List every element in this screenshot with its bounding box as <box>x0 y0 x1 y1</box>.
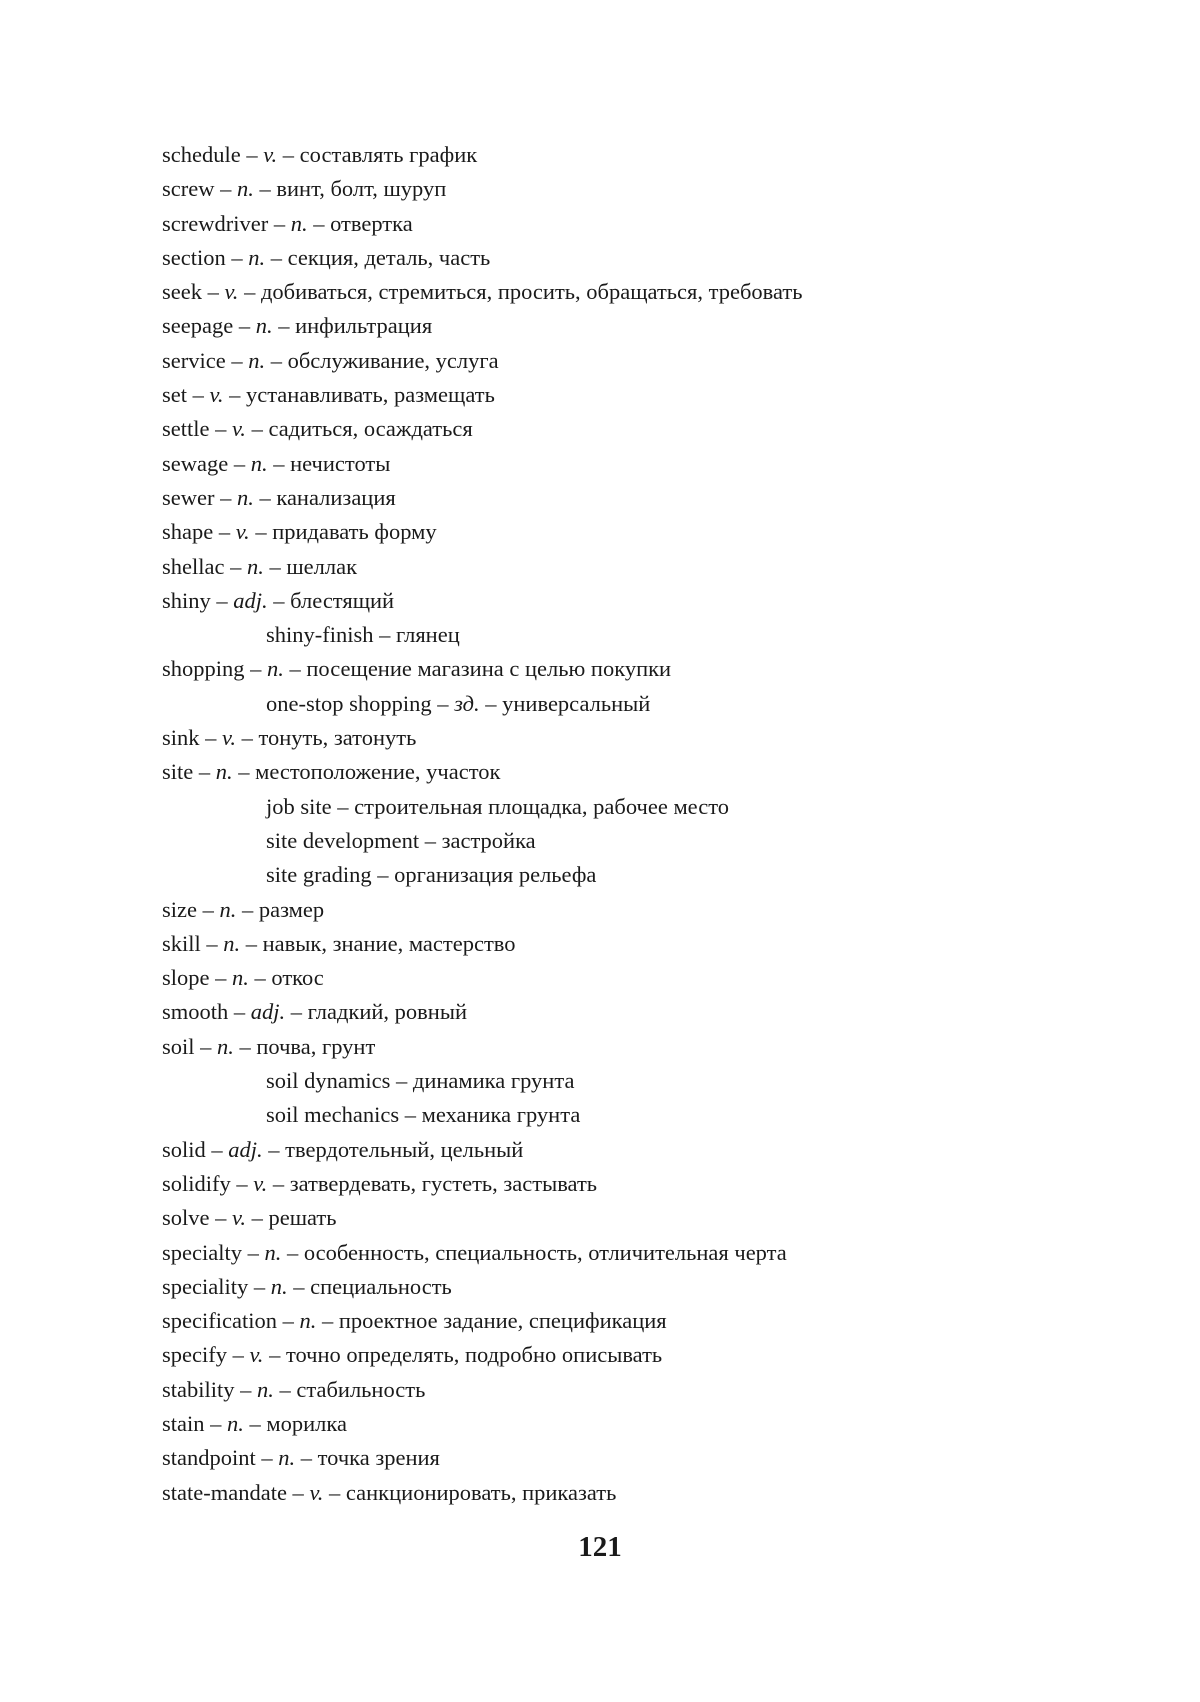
entry-translation: – тонуть, затонуть <box>235 725 417 751</box>
entry-term: schedule – <box>162 142 264 167</box>
entry-term: shiny-finish – глянец <box>266 622 460 648</box>
entry-term: settle – <box>162 416 232 442</box>
entry-term: specification – <box>162 1308 300 1334</box>
part-of-speech: n. <box>257 1376 274 1402</box>
entry-term: speciality – <box>162 1273 271 1299</box>
part-of-speech: n. <box>215 759 233 785</box>
entry-translation: – отвертка <box>307 210 413 236</box>
entry-term: solidify – <box>162 1170 254 1196</box>
glossary-entry <box>162 1270 1122 1304</box>
entry-term: section – <box>162 244 249 270</box>
entry-term: soil dynamics – динамика грунта <box>266 1068 575 1094</box>
entry-term: smooth – <box>162 999 251 1025</box>
entry-term: one-stop shopping – <box>266 690 455 716</box>
part-of-speech: v. <box>222 725 236 751</box>
entry-translation: – местоположение, участок <box>232 759 501 785</box>
glossary-entry <box>162 584 1122 618</box>
glossary-entry <box>162 207 1122 241</box>
entry-translation: – шеллак <box>263 553 358 579</box>
glossary-entry <box>162 1236 1122 1270</box>
entry-term: stain – <box>162 1410 227 1436</box>
entry-translation: – санкционировать, приказать <box>323 1479 617 1505</box>
part-of-speech: n. <box>267 656 284 682</box>
glossary-entry <box>162 412 1122 446</box>
entry-translation: – точно определять, подробно описывать <box>263 1342 663 1368</box>
entry-translation: – решать <box>245 1205 337 1231</box>
part-of-speech: adj. <box>250 999 286 1025</box>
glossary-subentry <box>162 618 1122 652</box>
glossary-entry-list <box>162 138 1122 1510</box>
glossary-subentry <box>162 858 1122 892</box>
glossary-entry <box>162 652 1122 686</box>
part-of-speech: v. <box>231 416 246 442</box>
entry-translation: – стабильность <box>273 1376 426 1402</box>
part-of-speech: n. <box>278 1445 296 1471</box>
entry-translation: – откос <box>248 965 324 991</box>
part-of-speech: n. <box>227 1410 244 1436</box>
entry-term: size – <box>162 896 220 922</box>
entry-translation: – обслуживание, услуга <box>265 347 499 373</box>
glossary-subentry <box>162 687 1122 721</box>
part-of-speech: n. <box>246 553 264 579</box>
page-number: 121 <box>578 1531 622 1563</box>
glossary-entry <box>162 309 1122 343</box>
glossary-entry <box>162 447 1122 481</box>
entry-translation: – специальность <box>287 1273 452 1299</box>
part-of-speech: v. <box>249 1342 264 1368</box>
entry-translation: – универсальный <box>479 690 651 716</box>
glossary-entry <box>162 481 1122 515</box>
entry-translation: – секция, деталь, часть <box>265 244 491 270</box>
part-of-speech: v. <box>309 1479 324 1505</box>
entry-translation: – точка зрения <box>295 1445 440 1471</box>
entry-translation: – морилка <box>243 1410 347 1436</box>
entry-term: slope – <box>162 965 232 991</box>
entry-term: soil mechanics – механика грунта <box>266 1102 581 1128</box>
entry-translation: – добиваться, стремиться, просить, обращаться, требовать <box>238 279 803 305</box>
glossary-subentry <box>162 790 1122 824</box>
part-of-speech: n. <box>255 313 273 339</box>
glossary-entry <box>162 378 1122 412</box>
entry-translation: – посещение магазина с целью покупки <box>283 656 672 682</box>
glossary-entry <box>162 755 1122 789</box>
glossary-entry <box>162 1201 1122 1235</box>
glossary-entry <box>162 275 1122 309</box>
entry-term: shape – <box>162 519 236 545</box>
part-of-speech: n. <box>232 965 249 991</box>
entry-term: shellac – <box>162 553 247 579</box>
glossary-entry <box>162 1407 1122 1441</box>
glossary-entry <box>162 893 1122 927</box>
part-of-speech: v. <box>263 142 278 167</box>
entry-term: screw – <box>162 176 237 202</box>
part-of-speech: n. <box>250 450 268 476</box>
glossary-entry <box>162 1133 1122 1167</box>
entry-translation: – придавать форму <box>249 519 437 545</box>
glossary-entry <box>162 961 1122 995</box>
entry-term: site grading – организация рельефа <box>266 862 597 888</box>
entry-term: site development – застройка <box>266 827 536 853</box>
part-of-speech: adj. <box>233 587 268 613</box>
glossary-subentry <box>162 824 1122 858</box>
entry-term: sink – <box>162 725 223 751</box>
entry-term: seek – <box>162 279 225 305</box>
part-of-speech: зд. <box>454 690 480 716</box>
part-of-speech: n. <box>248 244 266 270</box>
part-of-speech: v. <box>224 279 239 305</box>
entry-term: state-mandate – <box>162 1479 310 1505</box>
entry-term: service – <box>162 347 249 373</box>
glossary-entry <box>162 1373 1122 1407</box>
glossary-entry <box>162 1167 1122 1201</box>
entry-translation: – канализация <box>253 484 396 510</box>
entry-translation: – устанавливать, размещать <box>223 382 495 408</box>
part-of-speech: n. <box>236 484 254 510</box>
glossary-subentry <box>162 1098 1122 1132</box>
glossary-entry <box>162 1338 1122 1372</box>
entry-term: site – <box>162 759 216 785</box>
entry-term: specify – <box>162 1342 250 1368</box>
glossary-entry <box>162 344 1122 378</box>
entry-term: set – <box>162 382 210 408</box>
entry-term: skill – <box>162 930 224 956</box>
part-of-speech: n. <box>236 176 254 202</box>
entry-term: specialty – <box>162 1239 265 1265</box>
glossary-entry <box>162 721 1122 755</box>
entry-translation: – особенность, специальность, отличительная черта <box>281 1239 787 1265</box>
glossary-entry <box>162 1304 1122 1338</box>
entry-translation: – нечистоты <box>267 450 391 476</box>
part-of-speech: v. <box>253 1170 268 1196</box>
entry-term: stability – <box>162 1376 257 1402</box>
entry-translation: – размер <box>236 896 325 922</box>
part-of-speech: n. <box>270 1273 288 1299</box>
entry-term: sewage – <box>162 450 251 476</box>
entry-term: shiny – <box>162 587 234 613</box>
entry-translation: – твердотельный, цельный <box>262 1136 524 1162</box>
entry-translation: – гладкий, ровный <box>285 999 467 1025</box>
part-of-speech: v. <box>232 1205 246 1231</box>
glossary-entry <box>162 515 1122 549</box>
part-of-speech: n. <box>219 896 237 922</box>
entry-term: screwdriver – <box>162 210 291 236</box>
glossary-entry <box>162 995 1122 1029</box>
glossary-entry <box>162 1030 1122 1064</box>
part-of-speech: adj. <box>228 1136 263 1162</box>
entry-translation: – почва, грунт <box>233 1033 376 1059</box>
glossary-subentry <box>162 1064 1122 1098</box>
entry-translation: – затвердевать, густеть, застывать <box>267 1170 598 1196</box>
entry-translation: – проектное задание, спецификация <box>316 1308 667 1334</box>
entry-term: standpoint – <box>162 1445 279 1471</box>
glossary-entry <box>162 550 1122 584</box>
part-of-speech: n. <box>248 347 266 373</box>
entry-translation: – инфильтрация <box>272 313 433 339</box>
entry-translation: – винт, болт, шуруп <box>253 176 447 202</box>
glossary-entry <box>162 241 1122 275</box>
part-of-speech: n. <box>217 1033 234 1059</box>
part-of-speech: n. <box>264 1239 282 1265</box>
glossary-entry <box>162 138 1122 172</box>
glossary-entry <box>162 1476 1122 1510</box>
part-of-speech: n. <box>299 1308 317 1334</box>
part-of-speech: n. <box>290 210 308 236</box>
part-of-speech: n. <box>223 930 241 956</box>
entry-term: solve – <box>162 1205 232 1231</box>
entry-translation: – составлять график <box>277 142 478 167</box>
part-of-speech: v. <box>235 519 250 545</box>
entry-translation: – навык, знание, мастерство <box>240 930 516 956</box>
glossary-entry <box>162 1441 1122 1475</box>
entry-translation: – блестящий <box>267 587 395 613</box>
entry-term: job site – строительная площадка, рабочее место <box>266 793 729 819</box>
entry-term: seepage – <box>162 313 256 339</box>
entry-translation: – садиться, осаждаться <box>245 416 473 442</box>
entry-term: sewer – <box>162 484 237 510</box>
entry-term: shopping – <box>162 656 268 682</box>
glossary-entry <box>162 927 1122 961</box>
entry-term: solid – <box>162 1136 229 1162</box>
entry-term: soil – <box>162 1033 218 1059</box>
glossary-entry <box>162 172 1122 206</box>
part-of-speech: v. <box>209 382 224 408</box>
